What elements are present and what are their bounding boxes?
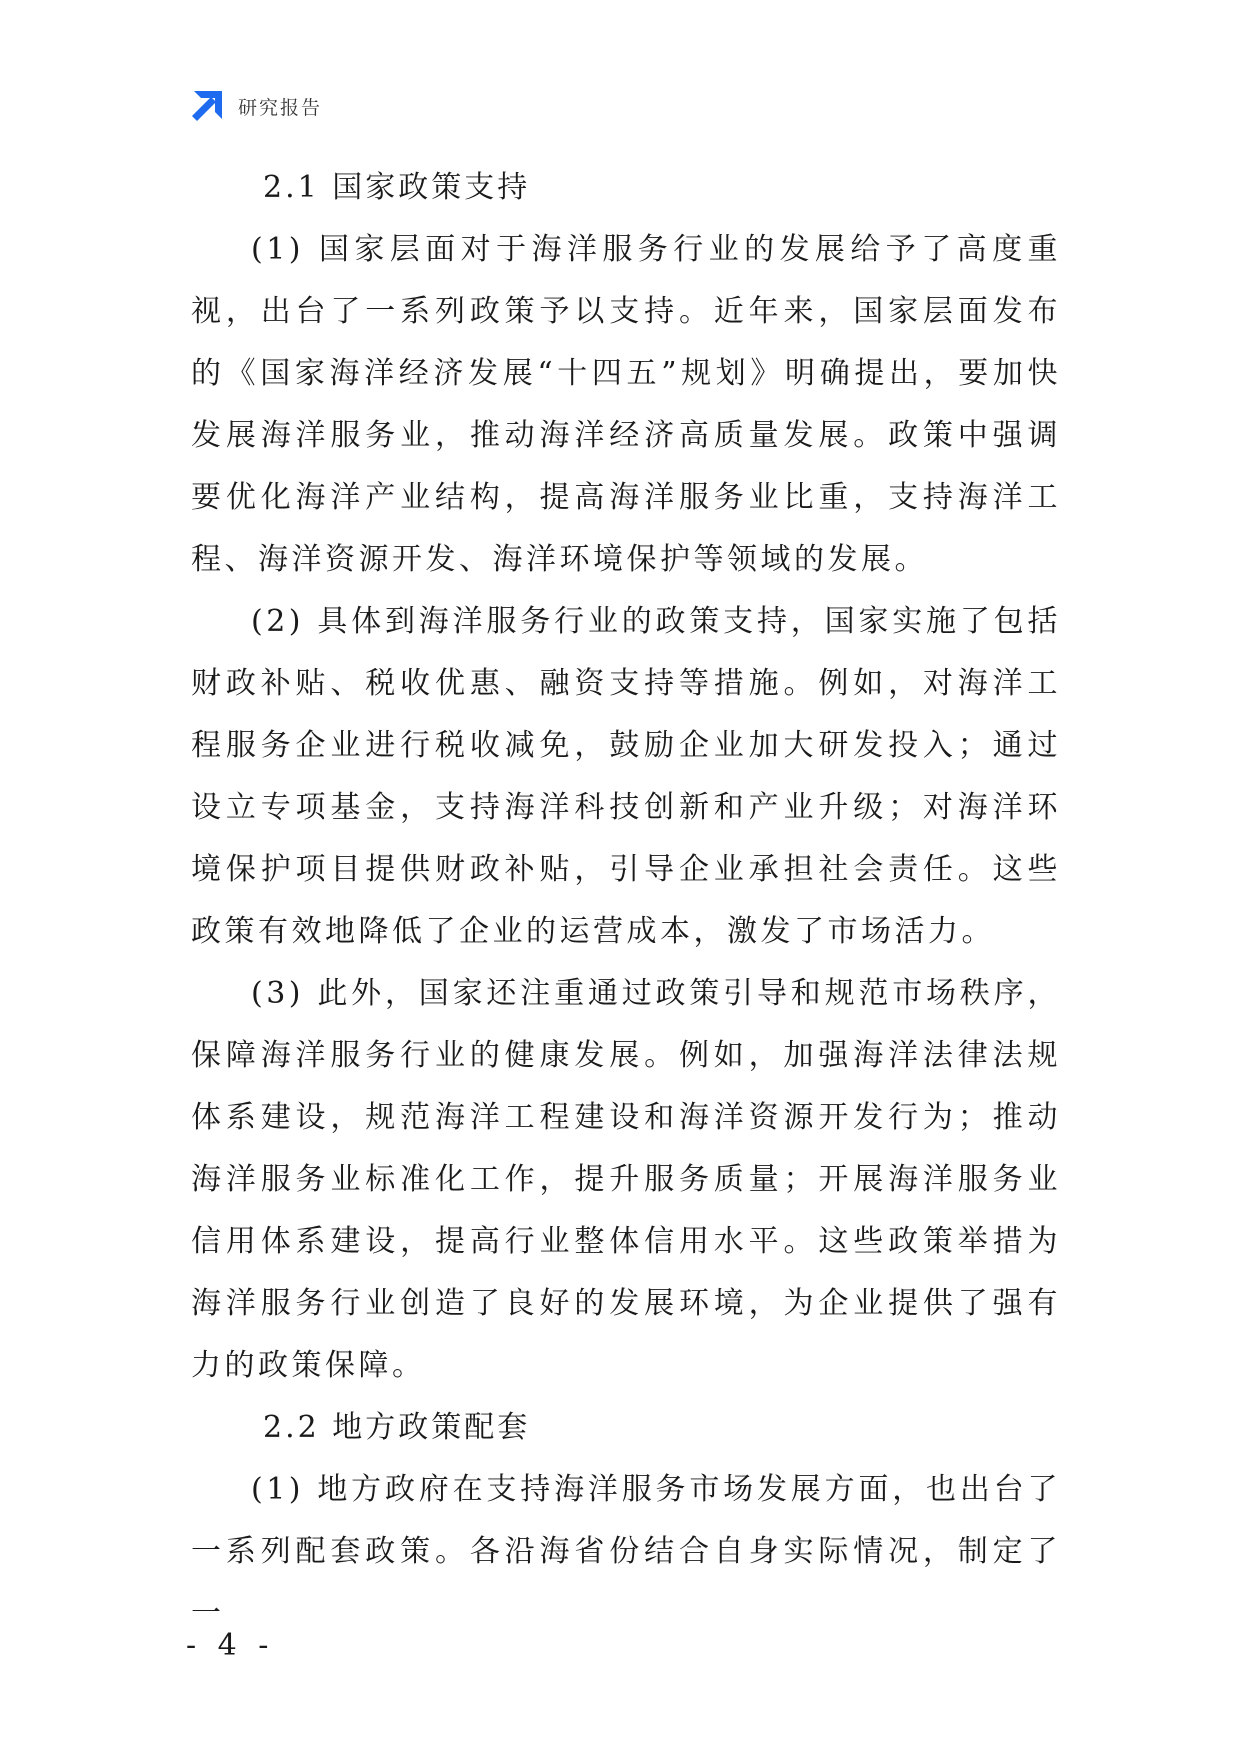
paragraph-national-1: (1) 国家层面对于海洋服务行业的发展给予了高度重视，出台了一系列政策予以支持。近年来，国家层面发布的《国家海洋经济发展“十四五”规划》明确提出，要加快发展海洋服务业，推动海洋经济高质量发展。政策中强调要优化海洋产业结构，提高海洋服务业比重，支持海洋工程、海洋资源开发、海洋环境保护等领域的发展。 [191, 232, 1061, 577]
section-heading-national-policy: 2.1 国家政策支持 [263, 170, 531, 205]
page-number: - 4 - [186, 1628, 275, 1663]
report-header [190, 88, 322, 124]
document-body [191, 157, 1061, 1645]
paragraph-national-3: (3) 此外，国家还注重通过政策引导和规范市场秩序，保障海洋服务行业的健康发展。例如，加强海洋法律法规体系建设，规范海洋工程建设和海洋资源开发行为；推动海洋服务业标准化工作，提升服务质量；开展海洋服务业信用体系建设，提高行业整体信用水平。这些政策举措为海洋服务行业创造了良好的发展环境，为企业提供了强有力的政策保障。 [191, 976, 1061, 1383]
section-heading-local-policy: 2.2 地方政策配套 [263, 1410, 531, 1445]
arrow-up-right-logo-icon [190, 89, 224, 123]
paragraph-national-2: (2) 具体到海洋服务行业的政策支持，国家实施了包括财政补贴、税收优惠、融资支持等措施。例如，对海洋工程服务企业进行税收减免，鼓励企业加大研发投入；通过设立专项基金，支持海洋科技创新和产业升级；对海洋环境保护项目提供财政补贴，引导企业承担社会责任。这些政策有效地降低了企业的运营成本，激发了市场活力。 [191, 604, 1061, 949]
paragraph-local-1: (1) 地方政府在支持海洋服务市场发展方面，也出台了一系列配套政策。各沿海省份结合自身实际情况，制定了一 [191, 1472, 1061, 1631]
header-title: 研究报告 [238, 96, 323, 119]
